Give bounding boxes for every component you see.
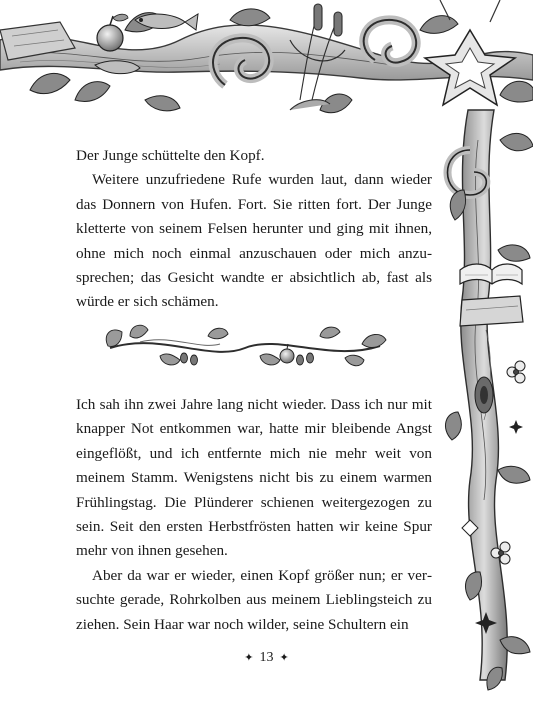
- star-ornament-icon: ✦: [244, 652, 254, 664]
- paragraph: Aber da war er wieder, einen Kopf größer nun; er versuchte gerade, Rohrkolben aus meinem Lieblingsteich zu ziehen. Sein Haar war noch wilder, seine Schultern ein: [76, 566, 432, 633]
- section-divider: [100, 322, 390, 372]
- leaf-icon: [106, 325, 386, 366]
- star-ornament-icon: ✦: [279, 652, 289, 664]
- text-block-first: [76, 144, 432, 315]
- page-number: [0, 650, 533, 666]
- paragraph: Ich sah ihn zwei Jahre lang nicht wieder. Dass ich nur mit knapper Not entkommen war, hatte mir bleibende Angst eingeflößt, und ich entfernte mich nie mehr weit von meinem Stamm. Wenigstens nicht bis zu einem warmen Frühlingstag. Die Plünderer schienen weitergezogen zu sein. Seit den ersten Herbstfrösten hatten wir keine Spur mehr von ihnen gesehen.: [76, 396, 432, 560]
- text-block-second: [76, 393, 432, 637]
- apple-icon: [280, 344, 294, 363]
- paragraph: Weitere unzufriedene Rufe wurden laut, dann wieder das Donnern von Hufen. Fort. Sie ritten fort. Der Junge kletterte von seinem Felsen herunter und ging mit ihnen, ohne mich noch einmal anzuschauen oder mich anzusprechen; das Gesicht wandte er absichtlich ab, fast als würde er sich schämen.: [76, 171, 432, 311]
- paragraph: Der Junge schüttelte den Kopf.: [76, 147, 265, 164]
- page-number-value: 13: [259, 650, 274, 665]
- apple-icon: [97, 14, 128, 51]
